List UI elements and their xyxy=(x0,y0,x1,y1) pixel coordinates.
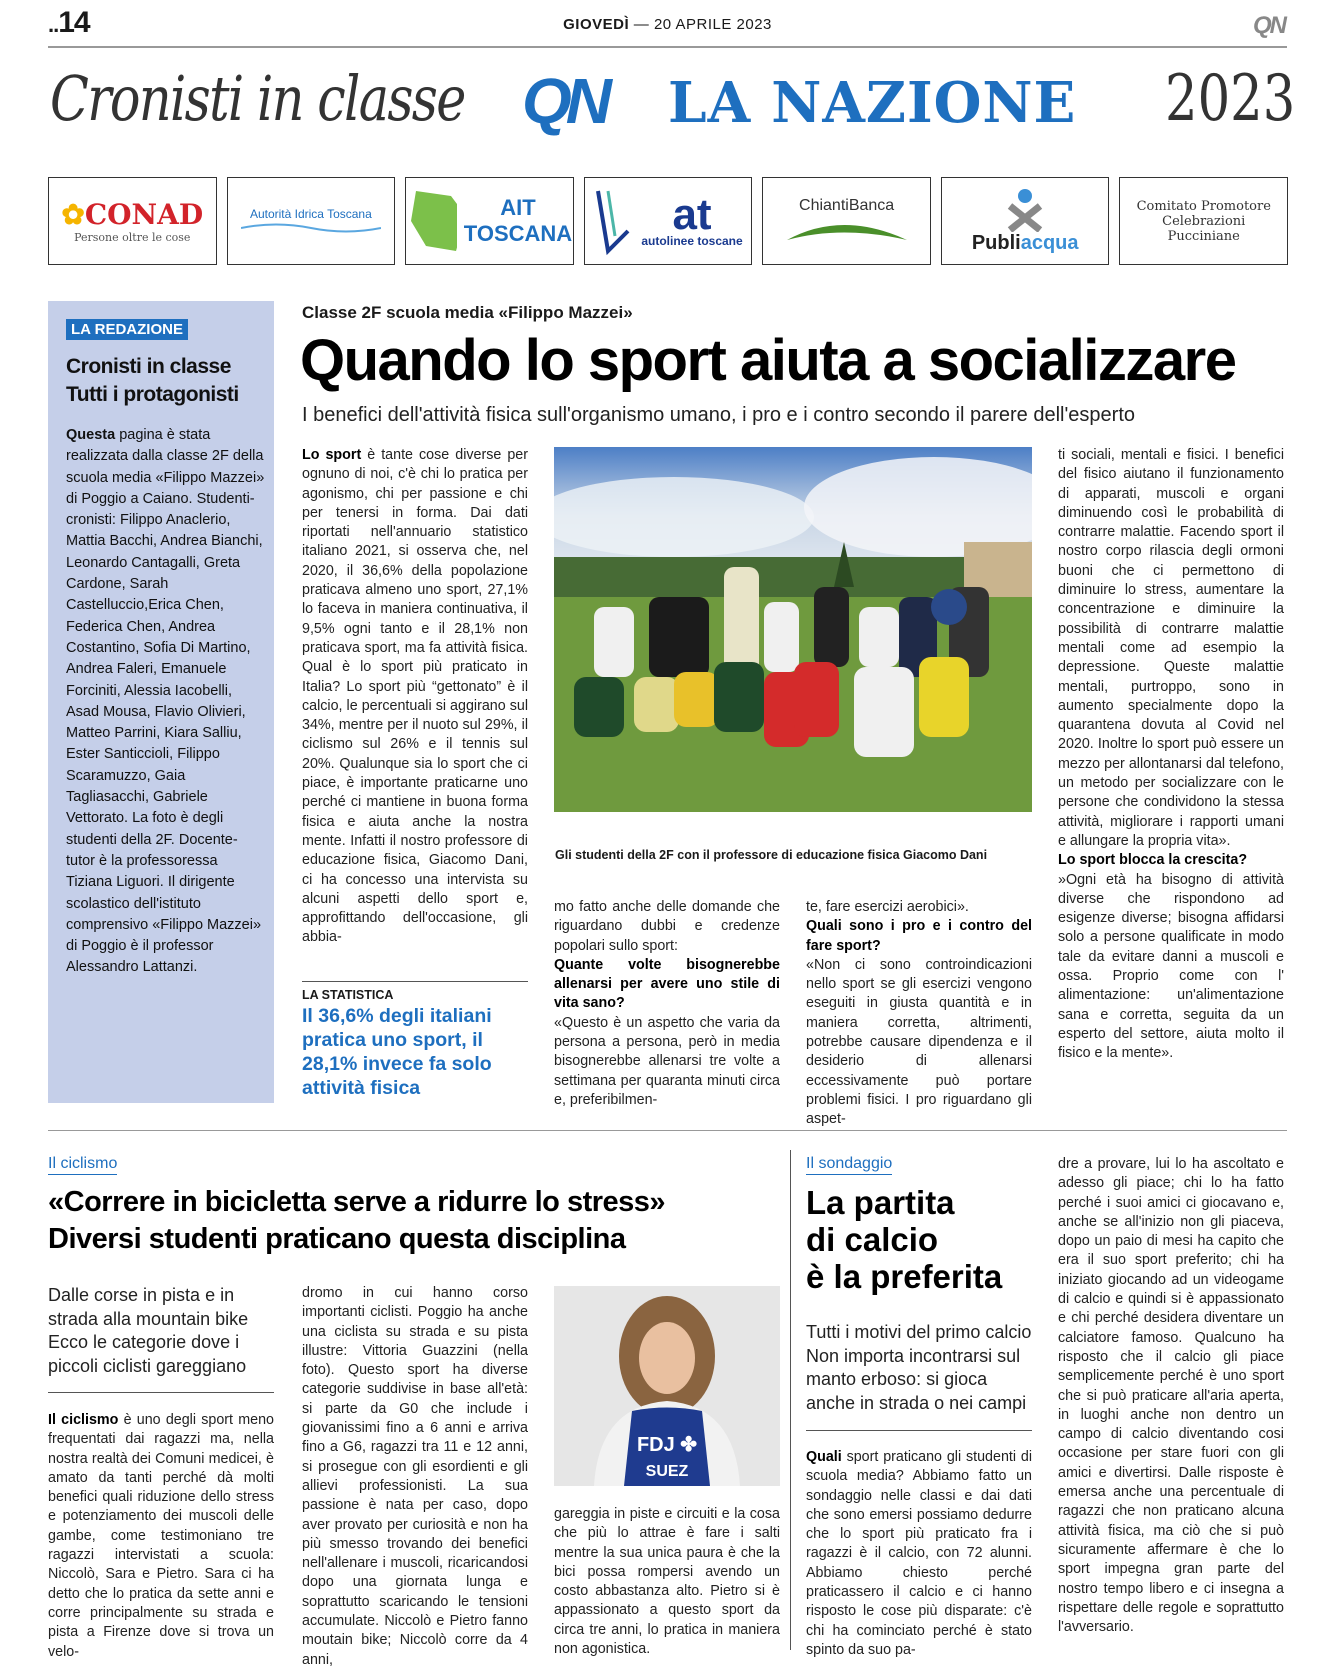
redazione-tag: LA REDAZIONE xyxy=(66,319,188,340)
leaf-icon xyxy=(782,215,912,245)
cyclist-photo xyxy=(554,1286,780,1486)
at-stripes-icon xyxy=(593,186,633,256)
publiacqua-figure-icon xyxy=(1005,188,1045,232)
wave-icon xyxy=(241,221,381,235)
masthead-year: 2023 xyxy=(1165,62,1296,136)
stat-divider xyxy=(302,981,528,982)
qn-logo-small: QN xyxy=(1253,12,1285,39)
category-ciclismo: Il ciclismo xyxy=(48,1155,117,1175)
redazione-body: Questa pagina è stata realizzata dalla classe 2F della scuola media «Filippo Mazzei» di Poggio a Caiano. Studenti-cronisti: Filippo Anaclerio, Mattia Bacchi, Andrea Bianchi, Leonardo Cantagalli, Greta Cardone, Sarah Castelluccio,Erica Chen, Federica Chen, Andrea Costantino, Sofia Di Martino, Andrea Faleri, Emanuele Forciniti, Alessia Iacobelli, Asad Mousa, Flavio Olivieri, Matteo Parrini, Kiara Salliu, Ester Santiccioli, Filippo Scaramuzzo, Gaia Tagliasacchi, Gabriele Vettorato. La foto è degli studenti della 2F. Docente-tutor è la professoressa Tiziana Liguori. Il dirigente scolastico dell'istituto comprensivo «Filippo Mazzei» di Poggio è il professor Alessandro Lattanzi. xyxy=(66,427,265,976)
masthead-title: Cronisti in classe xyxy=(50,62,465,135)
photo-caption: Gli studenti della 2F con il professore di educazione fisica Giacomo Dani xyxy=(555,848,988,862)
sponsor-autolinee-toscane: at autolinee toscane xyxy=(584,177,753,265)
ciclismo-column-2: dromo in cui hanno corso importanti ciclisti. Poggio ha anche una ciclista su strada e su pista illustre: Vittoria Guazzini (nella foto). Questo sport ha diverse categorie suddivise in base all'età: si parte da G0 che include i giovanissimi fino a 6 anni e arriva fino a G6, ragazzi tra 11 e 12 anni, si prosegue con gli esordienti e gli allievi professionisti. La sua passione è nata per caso, dopo aver provato per curiosità e non ha più smesso trovando dei benefici nell'allenare i muscoli, ricaricandosi dopo una giornata lunga e soprattutto scaricando le tensioni accumulate. Niccolò e Pietro fanno moutain bike; Niccolò corre da 4 anni, xyxy=(302,1285,528,1668)
interview-question: Quali sono i pro e i contro del fare sport? xyxy=(806,918,1032,954)
article-column-3: te, fare esercizi aerobici». Quali sono i pro e i contro del fare sport? «Non ci sono controindicazioni nello sport se gli esercizi vengono eseguiti in giusta quantità e in maniera corretta, altrimenti, potrebbe causare dipendenza e il desiderio di allenarsi eccessivamente può portare problemi fisici. I pro riguardano gli aspet- xyxy=(806,899,1032,1128)
sondaggio-subhead: Tutti i motivi del primo calcio Non importa incontrarsi sul manto erboso: si gioca anche in strada o nei campi xyxy=(806,1322,1032,1413)
ciclismo-column-1: Il ciclismo è uno degli sport meno frequentati dai ragazzi ma, nella nostra realtà dei Comuni medicei, è amato da tanti perché dà molti benefici quali riduzione dello stress e potenziamento dei muscoli delle gambe, come testimoniano tre ragazzi intervistati a scuola: Niccolò, Sara e Pietro. Sara ci ha detto che lo pratica da sette anni e corre principalmente su strada e pista a Firenze dove si trova un velo- xyxy=(48,1412,274,1660)
article-column-2: mo fatto anche delle domande che riguardano dubbi e credenze popolari sullo sport: Quante volte bisognerebbe allenarsi per avere uno stile di vita sano? «Questo è un aspetto che varia da persona a persona, però in media bisognerebbe allenarsi tre volte a settimana per quaranta minuti circa e, preferibilmen- xyxy=(554,899,780,1108)
article-column-4: ti sociali, mentali e fisici. I benefici del fisico aiutano il funzionamento di apparati, muscoli e organi diminuendo così le probabilità di contrarre malattie. Facendo sport il nostro corpo rilascia degli ormoni buoni che ci permettono di diminuire lo stress, aumentare la concentrazione e diminuire la possibilità di contrarre malattie mentali come ad esempio la depressione. Queste malattie mentali, purtroppo, sono in aumento specialmente dopo la quarantena dovuta al Covid nel 2020. Inoltre lo sport può essere un mezzo per allontanarsi dal telefono, un metodo per socializzare con le persone che condividono la stessa attività, migliorare i rapporti umani e allungare la propria vita». Lo sport blocca la crescita? »Ogni età ha bisogno di attività diverse che rispondono ad esigenze diverse; bisogna affidarsi solo a persone qualificate in modo tale da evitare danni a muscoli e ossa. Proprio come con l' alimentazione: un'alimentazione sana e corretta, seguita da un esperto del settore, aiuta molto il fisico e la mente». xyxy=(1058,447,1284,1062)
sponsor-comitato-pucciniano: Comitato Promotore Celebrazioni Pucciniane xyxy=(1119,177,1288,265)
article-headline: Quando lo sport aiuta a socializzare xyxy=(300,328,1236,393)
ciclismo-column-3: gareggia in piste e circuiti e la cosa che più lo attrae è fare i salti mentre la sua unica paura è che la bici possa rompersi avendo un costo abbastanza alto. Pietro si è appassionato a questo sport da circa tre anni, lo pratica in maniera non agonistica. xyxy=(554,1506,780,1658)
tuscany-map-icon xyxy=(406,186,457,256)
sponsor-bar xyxy=(48,177,1288,265)
redazione-box xyxy=(48,301,274,1103)
issue-date: GIOVEDÌ — 20 APRILE 2023 xyxy=(563,16,772,33)
column-divider xyxy=(790,1150,791,1650)
class-photo-image xyxy=(554,447,1032,812)
cyclist-portrait-image xyxy=(554,1286,780,1486)
stat-label: LA STATISTICA xyxy=(302,988,394,1002)
category-sondaggio: Il sondaggio xyxy=(806,1155,892,1175)
jersey-text: FDJ ✤ xyxy=(636,1434,698,1456)
sondaggio-column-1: Quali sport praticano gli studenti di scuola media? Abbiamo fatto un sondaggio nelle classi e dai dati che sono emersi possiamo dedurre che lo sport più praticato fra i ragazzi è il calcio, con 72 alunni. Abbiamo chiesto perché praticassero il calcio e ci hanno risposto le cose più disparate: c'è chi ha cominciato perché è stato spinto da suo pa- xyxy=(806,1449,1032,1658)
qn-logo: QN xyxy=(522,65,606,137)
ciclismo-subhead: Dalle corse in pista e in strada alla mountain bike Ecco le categorie dove i piccoli ciclisti gareggiano xyxy=(48,1285,249,1376)
sponsor-publiacqua: Publiacqua xyxy=(941,177,1110,265)
sponsor-chiantibanca: ChiantiBanca xyxy=(762,177,931,265)
sondaggio-headline: La partita di calcio è la preferita xyxy=(806,1184,1003,1295)
sponsor-autorita-idrica: Autorità Idrica Toscana xyxy=(227,177,396,265)
redazione-title: Cronisti in classe Tutti i protagonisti xyxy=(66,355,239,406)
article-kicker: Classe 2F scuola media «Filippo Mazzei» xyxy=(302,303,633,322)
section-divider xyxy=(48,1130,1287,1131)
stat-highlight: Il 36,6% degli italiani pratica uno sport, il 28,1% invece fa solo attività fisica xyxy=(302,1005,492,1099)
sponsor-ait: AIT TOSCANA xyxy=(405,177,574,265)
sondaggio-column-2: dre a provare, lui lo ha ascoltato e adesso gli piace; chi lo ha fatto perché i suoi amici ci giocavano e, anche se all'inizio non gli piaceva, dopo un paio di mesi ha capito che era il suo sport preferito; chi ha iniziato giocando ad un videogame di calcio e quindi si è appassionato e chi perché desidera diventare un calciatore famoso. Qualcuno ha risposto che il calcio gli piace semplicemente perché è uno sport che si può praticare all'aria aperta, in luoghi anche non dentro un campo di calcio diventando cosi occasione per stare fuori con gli amici e divertirsi. Dalle risposte è emersa anche una percentuale di ragazzi che non praticano alcuna attività fisica, ma ciò che si può sicuramente affermare è che lo sport impegna gran parte del nostro tempo libero e ci insegna a rispettare delle regole e soprattutto l'avversario. xyxy=(1058,1156,1284,1636)
class-group-photo xyxy=(554,447,1032,812)
sponsor-conad: ✿CONAD Persone oltre le cose xyxy=(48,177,217,265)
interview-question: Quante volte bisognerebbe allenarsi per avere uno stile di vita sano? xyxy=(554,956,780,1012)
jersey-sponsor: SUEZ xyxy=(645,1463,689,1480)
header-divider xyxy=(48,46,1287,48)
newspaper-name: LA NAZIONE xyxy=(668,70,1077,136)
article-column-1: Lo sport è tante cose diverse per ognuno di noi, c'è chi lo pratica per agonismo, chi per passione e chi per tenersi in forma. Dai dati riportati nell'annuario statistico italiano 2021, si osserva che, nel 2020, il 36,6% della popolazione praticava almeno uno sport, 27,1% lo faceva in maniera continuativa, il 9,5% ogni tanto e il 28,1% non praticava sport, ma fa attività fisica. Qual è lo sport più praticato in Italia? Lo sport più “gettonato” è il calcio, le percentuali si aggirano sul 34%, mentre per il nuoto sul 29%, il ciclismo sul 26% e il tennis sul 20%. Qualunque sia lo sport che ci piace, è importante praticarne uno perché ci mantiene in buona forma fisica e aiuta anche la nostra mente. Infatti il nostro professore di educazione fisica, Giacomo Dani, ci ha concesso una intervista su alcuni aspetti dello sport e, approfittando dell'occasione, gli abbia- xyxy=(302,447,529,946)
article-subhead: I benefici dell'attività fisica sull'organismo umano, i pro e i contro secondo il parere dell'esperto xyxy=(302,404,1135,426)
interview-question: Lo sport blocca la crescita? xyxy=(1058,852,1248,869)
page-number: ..14 xyxy=(48,6,90,39)
sondaggio-divider xyxy=(806,1430,1032,1431)
ciclismo-divider xyxy=(48,1392,274,1393)
ciclismo-headline: «Correre in bicicletta serve a ridurre lo stress» Diversi studenti praticano questa disciplina xyxy=(48,1186,666,1255)
flower-icon: ✿ xyxy=(61,198,85,231)
